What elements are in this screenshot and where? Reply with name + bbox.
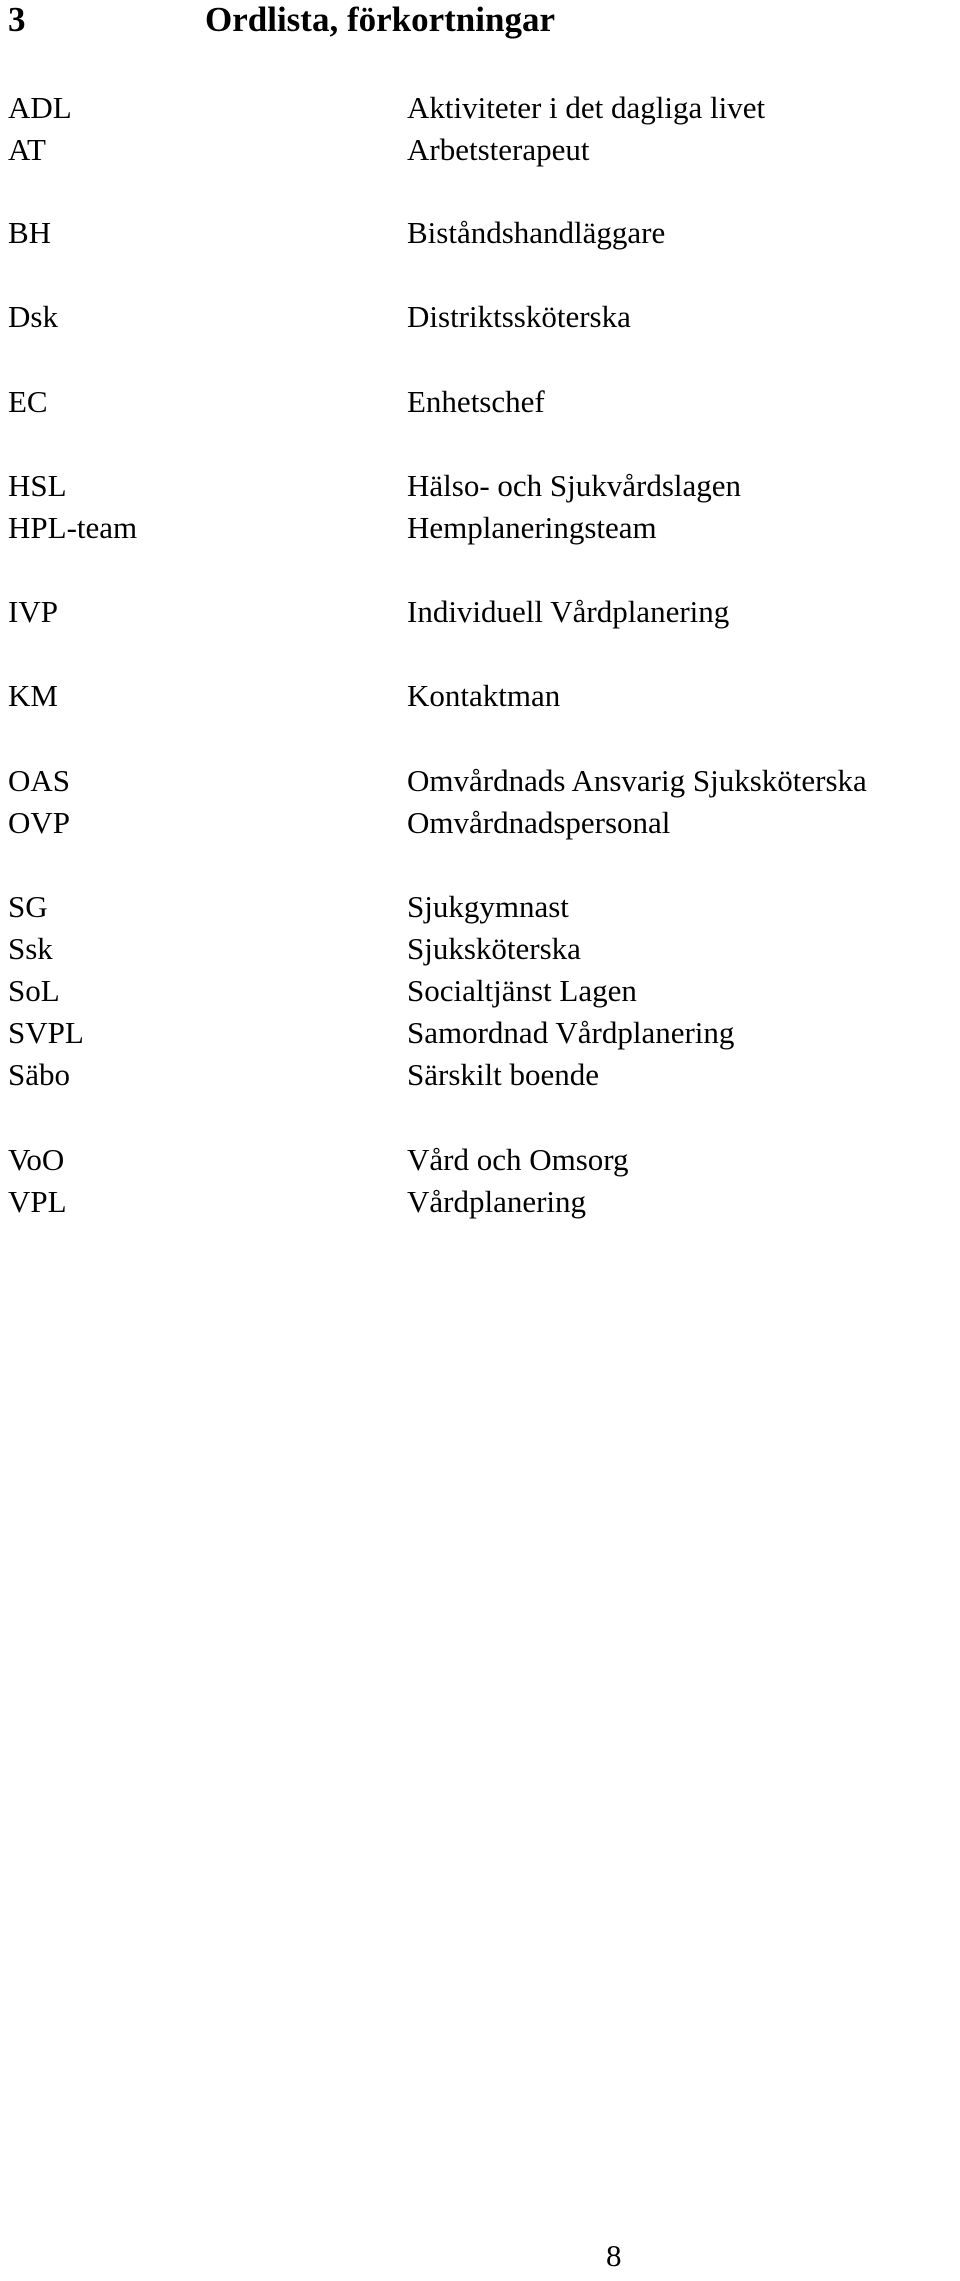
glossary-entry — [0, 928, 960, 970]
abbreviation: SoL — [8, 973, 60, 1008]
definition: Individuell Vårdplanering — [407, 594, 730, 629]
glossary-entry — [0, 465, 960, 507]
glossary-entry — [0, 1181, 960, 1223]
abbreviation: IVP — [8, 594, 58, 629]
definition: Särskilt boende — [407, 1057, 599, 1092]
definition: Arbetsterapeut — [407, 132, 590, 167]
abbreviation: HPL-team — [8, 510, 138, 545]
abbreviation: OAS — [8, 763, 71, 798]
section-title: Ordlista, förkortningar — [205, 0, 555, 39]
glossary-entry — [0, 212, 960, 254]
abbreviation: BH — [8, 215, 52, 250]
definition: Sjukgymnast — [407, 889, 569, 924]
glossary-entry — [0, 760, 960, 802]
glossary-entry — [0, 129, 960, 171]
definition: Samordnad Vårdplanering — [407, 1015, 735, 1050]
abbreviation: OVP — [8, 805, 71, 840]
abbreviation: HSL — [8, 468, 67, 503]
abbreviation: VPL — [8, 1184, 67, 1219]
definition: Vårdplanering — [407, 1184, 587, 1219]
definition: Omvårdnadspersonal — [407, 805, 671, 840]
glossary-entry — [0, 87, 960, 129]
page-number: 8 — [606, 2238, 622, 2273]
abbreviation: SVPL — [8, 1015, 84, 1050]
glossary-entry — [0, 802, 960, 844]
definition: Kontaktman — [407, 678, 561, 713]
section-number: 3 — [8, 0, 26, 39]
definition: Socialtjänst Lagen — [407, 973, 637, 1008]
definition: Aktiviteter i det dagliga livet — [407, 90, 766, 125]
glossary-entry — [0, 675, 960, 717]
definition: Enhetschef — [407, 384, 545, 419]
glossary-entry — [0, 970, 960, 1012]
abbreviation: ADL — [8, 90, 72, 125]
glossary-entry — [0, 507, 960, 549]
abbreviation: VoO — [8, 1142, 65, 1177]
glossary-entry — [0, 886, 960, 928]
glossary-entry — [0, 591, 960, 633]
abbreviation: AT — [8, 132, 46, 167]
abbreviation: SG — [8, 889, 48, 924]
definition: Hemplaneringsteam — [407, 510, 657, 545]
definition: Distriktssköterska — [407, 299, 631, 334]
definition: Vård och Omsorg — [407, 1142, 629, 1177]
abbreviation: Ssk — [8, 931, 53, 966]
abbreviation: KM — [8, 678, 58, 713]
definition: Omvårdnads Ansvarig Sjuksköterska — [407, 763, 867, 798]
definition: Sjuksköterska — [407, 931, 581, 966]
glossary-entry — [0, 1054, 960, 1096]
glossary-entry — [0, 381, 960, 423]
abbreviation: Säbo — [8, 1057, 70, 1092]
definition: Hälso- och Sjukvårdslagen — [407, 468, 742, 503]
glossary-entry — [0, 1012, 960, 1054]
glossary-entry — [0, 296, 960, 338]
definition: Biståndshandläggare — [407, 215, 666, 250]
glossary-entry — [0, 1139, 960, 1181]
abbreviation: Dsk — [8, 299, 58, 334]
abbreviation: EC — [8, 384, 48, 419]
